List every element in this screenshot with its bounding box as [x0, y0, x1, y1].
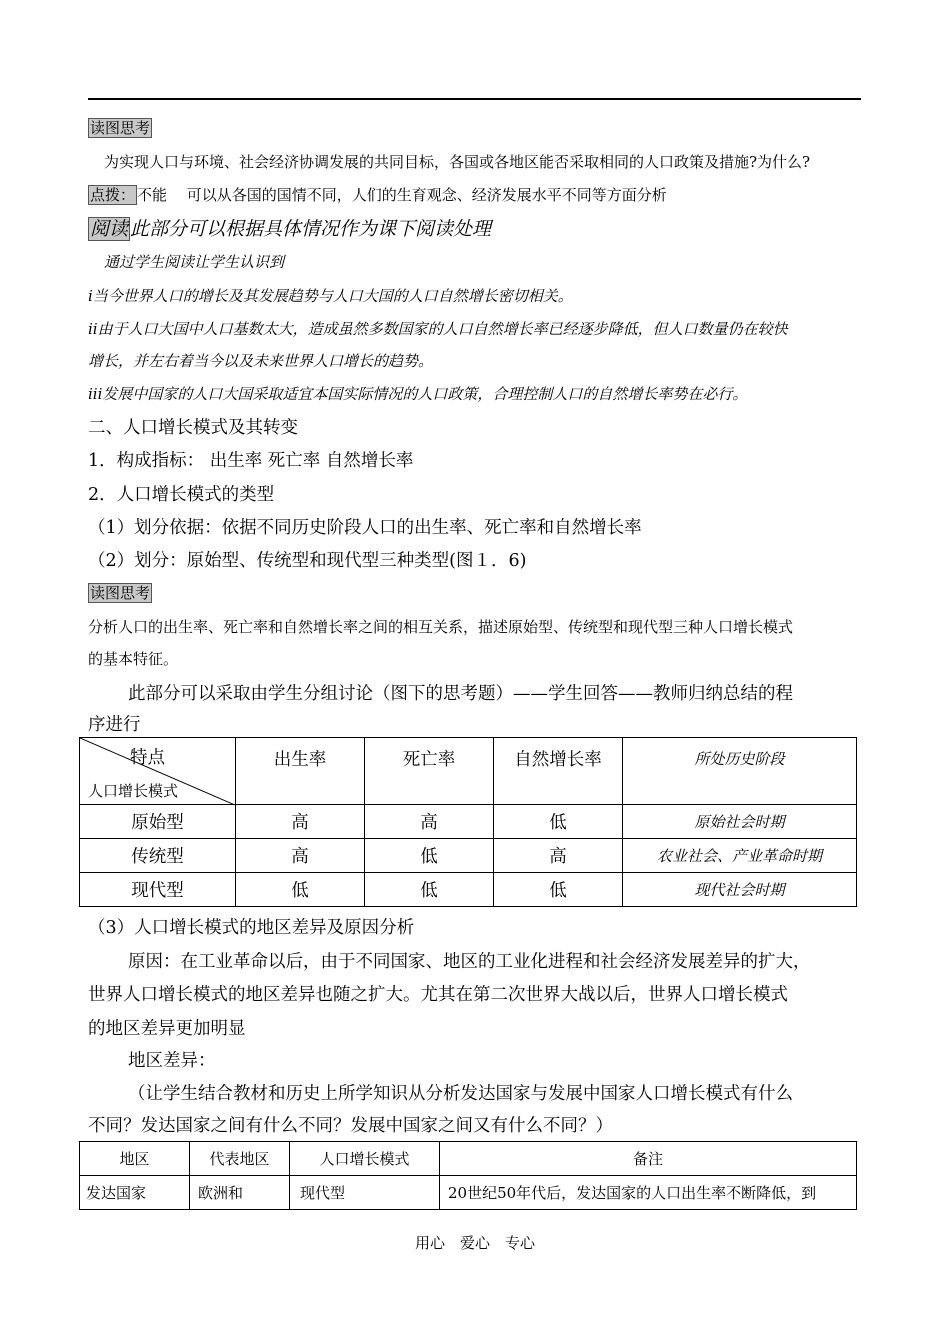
table-header-cell: 出生率 — [236, 738, 365, 805]
section2-heading: 二、人口增长模式及其转变 — [88, 418, 298, 438]
read-think-2-line2: 的基本特征。 — [88, 650, 179, 668]
table-row — [80, 1176, 857, 1210]
read-think-tag: 读图思考 — [90, 119, 151, 137]
section3-reason-2: 世界人口增长模式的地区差异也随之扩大。尤其在第二次世界大战以后，世界人口增长模式 — [88, 985, 788, 1005]
section2-item2-2: （2）划分：原始型、传统型和现代型三种类型(图１．6) — [88, 551, 527, 571]
read-think-line — [88, 117, 152, 138]
table-header-cell: 人口增长模式 — [290, 1142, 440, 1176]
section2-item2-1: （1）划分依据：依据不同历史阶段人口的出生率、死亡率和自然增长率 — [88, 518, 642, 538]
table-cell: 农业社会、产业革命时期 — [623, 839, 857, 873]
reading-point-iii: iii发展中国家的人口大国采取适宜本国实际情况的人口政策，合理控制人口的自然增长率势在必行。 — [88, 385, 748, 403]
section3-prompt-1: （让学生结合教材和历史上所学知识从分析发达国家与发展中国家人口增长模式有什么 — [128, 1084, 793, 1104]
regional-difference-table — [79, 1141, 857, 1210]
table-cell: 现代型 — [290, 1176, 440, 1210]
table-cell: 低 — [365, 873, 494, 907]
table-row — [80, 839, 857, 873]
table-header-cell: 备注 — [440, 1142, 857, 1176]
table-header-row — [80, 1142, 857, 1176]
hint-line — [88, 184, 667, 205]
table-header-cell: 所处历史阶段 — [623, 738, 857, 805]
hint-tag: 点拨： — [90, 186, 136, 204]
table-cell: 欧洲和 — [190, 1176, 290, 1210]
table-cell: 高 — [365, 805, 494, 839]
table-cell: 低 — [365, 839, 494, 873]
reading-point-ii-b: 增长，并左右着当今以及未来世界人口增长的趋势。 — [88, 352, 434, 370]
section2-item2: 2．人口增长模式的类型 — [88, 485, 275, 505]
table-cell: 高 — [236, 805, 365, 839]
table-cell: 原始社会时期 — [623, 805, 857, 839]
reading-point-i: i当今世界人口的增长及其发展趋势与人口大国的人口自然增长密切相关。 — [88, 287, 573, 305]
table-cell: 20世纪50年代后，发达国家的人口出生率不断降低，到 — [440, 1176, 857, 1210]
table-row — [80, 805, 857, 839]
read-think-tag-2: 读图思考 — [90, 584, 151, 602]
reading-title: 此部分可以根据具体情况作为课下阅读处理 — [130, 218, 492, 240]
table-row — [80, 873, 857, 907]
table-header-cell: 死亡率 — [365, 738, 494, 805]
table-cell: 发达国家 — [80, 1176, 190, 1210]
reading-heading — [88, 214, 491, 241]
section3-prompt-2: 不同？发达国家之间有什么不同？发展中国家之间又有什么不同？） — [88, 1116, 613, 1136]
section2-item1: 1．构成指标： 出生率 死亡率 自然增长率 — [88, 451, 414, 471]
table-cell: 现代型 — [80, 873, 236, 907]
table-cell: 传统型 — [80, 839, 236, 873]
hint-text: 不能 可以从各国的国情不同，人们的生育观念、经济发展水平不同等方面分析 — [137, 186, 667, 204]
table-cell: 高 — [236, 839, 365, 873]
table-corner-cell — [80, 738, 236, 805]
section3-reason-1: 原因：在工业革命以后，由于不同国家、地区的工业化进程和社会经济发展差异的扩大， — [128, 952, 811, 972]
section3-diff: 地区差异： — [128, 1051, 216, 1071]
section3-heading: （3）人口增长模式的地区差异及原因分析 — [88, 918, 415, 938]
table-cell: 现代社会时期 — [623, 873, 857, 907]
read-think-line-2 — [88, 582, 152, 603]
table-cell: 原始型 — [80, 805, 236, 839]
table-header-cell: 自然增长率 — [494, 738, 623, 805]
reading-tag: 阅读 — [90, 218, 129, 240]
read-think-question: 为实现人口与环境、社会经济协调发展的共同目标，各国或各地区能否采取相同的人口政策及措施?为什么? — [104, 153, 811, 171]
page-footer: 用心 爱心 专心 — [414, 1234, 535, 1252]
table-cell: 低 — [236, 873, 365, 907]
section3-reason-3: 的地区差异更加明显 — [88, 1019, 246, 1039]
table-cell: 高 — [494, 839, 623, 873]
discussion-para-1: 此部分可以采取由学生分组讨论（图下的思考题）——学生回答——教师归纳总结的程 — [128, 684, 793, 704]
table-header-row — [80, 738, 857, 805]
reading-point-ii-a: ii由于人口大国中人口基数太大，造成虽然多数国家的人口自然增长率已经逐步降低，但人口数量仍在较快 — [88, 320, 788, 338]
table-header-cell: 地区 — [80, 1142, 190, 1176]
header-rule — [88, 98, 861, 100]
table-cell: 低 — [494, 805, 623, 839]
corner-bottom-label: 人口增长模式 — [88, 782, 179, 800]
discussion-para-2: 序进行 — [88, 715, 141, 735]
reading-intro: 通过学生阅读让学生认识到 — [104, 253, 285, 271]
growth-mode-table — [79, 737, 857, 907]
corner-top-label: 特点 — [130, 748, 165, 768]
read-think-2-line1: 分析人口的出生率、死亡率和自然增长率之间的相互关系，描述原始型、传统型和现代型三种人口增长模式 — [88, 618, 794, 636]
table-cell: 低 — [494, 873, 623, 907]
table-header-cell: 代表地区 — [190, 1142, 290, 1176]
